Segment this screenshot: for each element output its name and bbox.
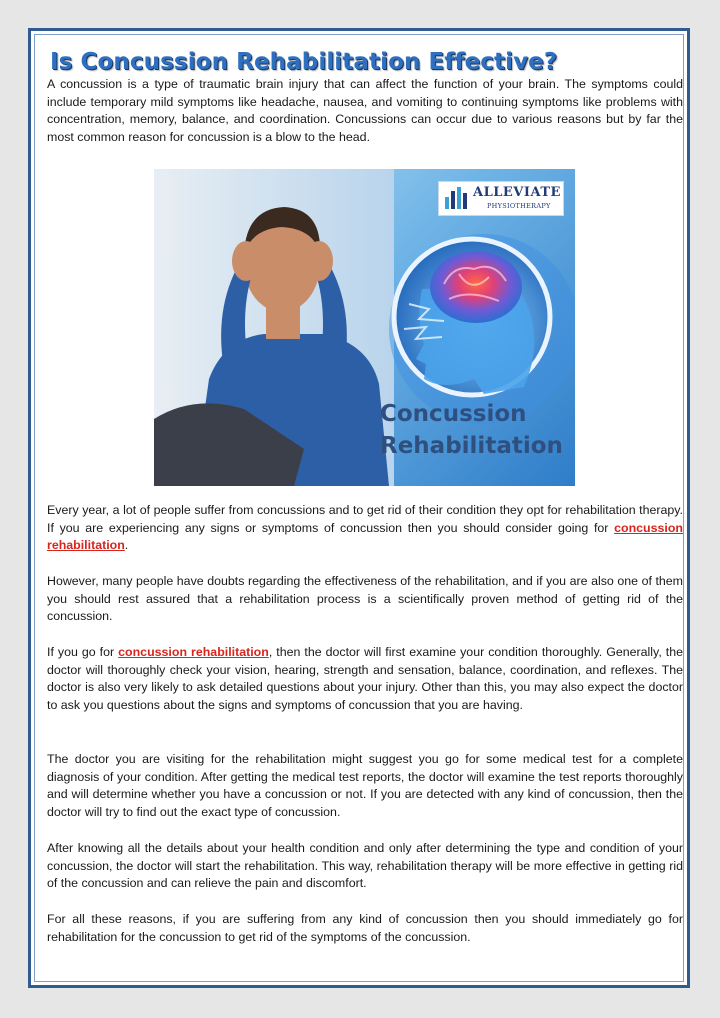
paragraph-6: For all these reasons, if you are suffering from any kind of concussion then you should immediately go for rehabilitation for the concussion to get rid of the symptoms of the concussion. bbox=[47, 912, 683, 944]
paragraph-1 bbox=[47, 502, 683, 555]
logo-bars-icon bbox=[443, 185, 471, 213]
paragraph-3-start: If you go for bbox=[47, 645, 119, 659]
image-caption-line1: Concussion bbox=[380, 401, 527, 427]
page-title: Is Concussion Rehabilitation Effective? bbox=[50, 49, 558, 75]
paragraph-3 bbox=[47, 644, 683, 714]
logo-subtitle: PHYSIOTHERAPY bbox=[487, 202, 551, 210]
intro-paragraph: A concussion is a type of traumatic brain injury that can affect the function of your brain. The symptoms could include temporary mild symptoms like headache, nausea, and vomiting to continuing symptoms like problems with concentration, memory, balance, and coordination. Concussions can occur due to various reasons but by far the most common reason for concussion is a blow to the head. bbox=[47, 77, 683, 144]
concussion-rehabilitation-link[interactable]: concussion rehabilitation bbox=[47, 520, 683, 553]
paragraph-2: However, many people have doubts regarding the effectiveness of the rehabilitation, and if you are also one of them you should rest assured that a rehabilitation process is a scientifically proven method of getting rid of the concussion. bbox=[47, 574, 683, 624]
paragraph-5: After knowing all the details about your health condition and only after determining the type and condition of your concussion, the doctor will start the rehabilitation. This way, rehabilitation therapy will be more effective in getting rid of the concussion and can relieve the pain and discomfort. bbox=[47, 841, 683, 891]
document-page bbox=[28, 28, 690, 988]
logo-name: ALLEVIATE bbox=[473, 185, 561, 200]
page-inner-border bbox=[34, 34, 684, 982]
paragraph-1-text: Every year, a lot of people suffer from concussions and to get rid of their condition they opt for rehabilitation therapy. If you are experiencing any signs or symptoms of concussion then you should consider going for bbox=[47, 503, 683, 535]
brain bbox=[430, 251, 522, 323]
paragraph-3-text: , then the doctor will first examine your condition thoroughly. Generally, the doctor will thoroughly check your vision, hearing, strength and sensation, balance, coordination, and reflexes. The doctor is also very likely to ask detailed questions about your injury. Other than this, you may also expect the doctor to ask you questions about the signs and symptoms of concussion that you are having. bbox=[47, 645, 684, 712]
concussion-rehabilitation-link-2[interactable]: concussion rehabilitation bbox=[118, 645, 269, 659]
paragraph-1-end: . bbox=[124, 538, 129, 553]
image-caption-line2: Rehabilitation bbox=[380, 433, 563, 459]
brand-logo bbox=[438, 181, 564, 216]
hero-image bbox=[154, 169, 575, 486]
paragraph-4: The doctor you are visiting for the rehabilitation might suggest you go for some medical test for a complete diagnosis of your condition. After getting the medical test reports, the doctor will examine the test reports thoroughly and will determine whether you have a concussion or not. If you are detected with any kind of concussion, then the doctor will try to find out the exact type of concussion. bbox=[47, 752, 683, 819]
